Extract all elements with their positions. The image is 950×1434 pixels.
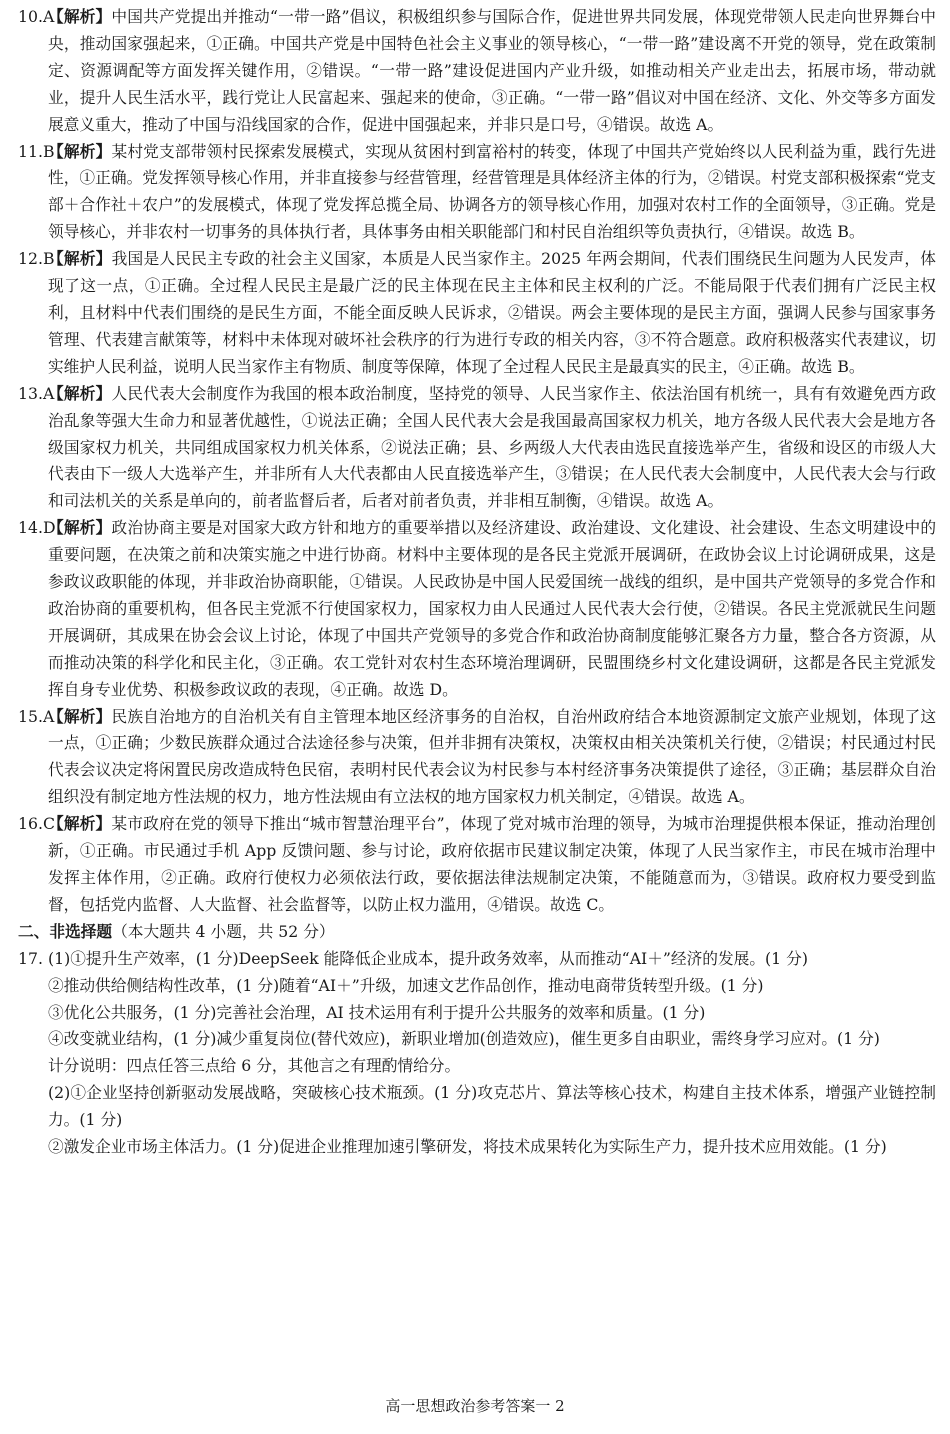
answer-line: (2)①企业坚持创新驱动发展战略，突破核心技术瓶颈。(1 分)攻克芯片、算法等核心技术，构建自主技术体系，增强产业链控制力。(1 分) xyxy=(48,1083,936,1130)
answer-item-10 xyxy=(18,4,936,139)
scoring-note: 计分说明：四点任答三点给 6 分，其他言之有理酌情给分。 xyxy=(48,1056,461,1076)
analysis-text: 某市政府在党的领导下推出“城市智慧治理平台”，体现了党对城市治理的领导，为城市治理提供根本保证，推动治理创新，①正确。市民通过手机 App 反馈问题、参与讨论，政府依据市民建议制定决策，体现了人民当家作主，市民在城市治理中发挥主体作用，②正确。政府行使权力必须依法行政，要依据法律法规制定决策，不能随意而为，③错误。政府权力要受到监督，包括党内监督、人大监督、社会监督等，以防止权力滥用，④错误。故选 C。 xyxy=(48,814,936,914)
question-number: 10.A xyxy=(18,7,55,26)
analysis-tag: 【解析】 xyxy=(48,518,112,538)
section-title: 二、非选择题 xyxy=(18,921,113,941)
page-footer: 高一思想政治参考答案一 2 xyxy=(385,1397,565,1415)
answer-item-13 xyxy=(18,381,936,516)
analysis-text: 政治协商主要是对国家大政方针和地方的重要举措以及经济建设、政治建设、文化建设、社会建设、生态文明建设中的重要问题，在决策之前和决策实施之中进行协商。材料中主要体现的是各民主党派开展调研，在政协会议上讨论调研成果，这是参政议政职能的体现，并非政治协商职能，①错误。人民政协是中国人民爱国统一战线的组织，是中国共产党领导的多党合作和政治协商的重要机构，但各民主党派不行使国家权力，国家权力由人民通过人民代表大会行使，②错误。各民主党派就民生问题开展调研，其成果在协会会议上讨论，体现了中国共产党领导的多党合作和政治协商制度能够汇聚各方力量，整合各方资源，从而推动决策的科学化和民主化，③正确。农工党针对农村生态环境治理调研，民盟围绕乡村文化建设调研，这都是各民主党派发挥自身专业优势、积极参政议政的表现，④正确。故选 D。 xyxy=(48,518,937,699)
analysis-tag: 【解析】 xyxy=(48,249,112,269)
analysis-tag: 【解析】 xyxy=(48,7,112,26)
analysis-tag: 【解析】 xyxy=(48,706,112,726)
answer-line: ②推动供给侧结构性改革，(1 分)随着“AI＋”升级，加速文艺作品创作，推动电商带货转型升级。(1 分) xyxy=(48,975,764,995)
analysis-text: 中国共产党提出并推动“一带一路”倡议，积极组织参与国际合作，促进世界共同发展，体现党带领人民走向世界舞台中央，推动国家强起来，①正确。中国共产党是中国特色社会主义事业的领导核心，“一带一路”建设离不开党的领导，党在政策制定、资源调配等方面发挥关键作用，②错误。“一带一路”建设促进国内产业升级，如推动相关产业走出去，拓展市场，带动就业，提升人民生活水平，践行党让人民富起来、强起来的使命，③正确。“一带一路”倡议对中国在经济、文化、外交等多方面发展意义重大，推动了中国与沿线国家的合作，促进中国强起来，并非只是口号，④错误。故选 A。 xyxy=(48,7,936,134)
analysis-text: 我国是人民民主专政的社会主义国家，本质是人民当家作主。2025 年两会期间，代表们围绕民生问题为人民发声，体现了这一点，①正确。全过程人民民主是最广泛的民主体现在民主主体和民主权利的广泛。不能局限于代表们拥有广泛民主权利，且材料中代表们围绕的是民生方面，不能全面反映人民诉求，②错误。两会主要体现的是民主方面，强调人民参与国家事务管理、代表建言献策等，材料中未体现对破坏社会秩序的行为进行专政的相关内容，③不符合题意。政府积极落实代表建议，切实维护人民利益，说明人民当家作主有物质、制度等保障，体现了全过程人民民主是最真实的民主，④正确。故选 B。 xyxy=(48,249,936,376)
question-number: 12.B xyxy=(18,249,55,269)
answer-line: ④改变就业结构，(1 分)减少重复岗位(替代效应)，新职业增加(创造效应)，催生更多自由职业，需终身学习应对。(1 分) xyxy=(48,1029,880,1049)
section-subtitle: （本大题共 4 小题，共 52 分） xyxy=(112,921,335,941)
answer-item-17 xyxy=(18,946,936,1161)
answer-item-11 xyxy=(18,139,936,247)
question-number: 14.D xyxy=(18,518,56,538)
answer-line: ②激发企业市场主体活力。(1 分)促进企业推理加速引擎研发，将技术成果转化为实际生产力，提升技术应用效能。(1 分) xyxy=(48,1137,887,1157)
answer-line: ③优化公共服务，(1 分)完善社会治理，AI 技术运用有利于提升公共服务的效率和质量。(1 分) xyxy=(48,1002,706,1022)
question-number: 13.A xyxy=(18,383,55,403)
analysis-text: 人民代表大会制度作为我国的根本政治制度，坚持党的领导、人民当家作主、依法治国有机统一，具有有效避免西方政治乱象等强大生命力和显著优越性，①说法正确；全国人民代表大会是我国最高国家权力机关，地方各级人民代表大会是地方各级国家权力机关，共同组成国家权力机关体系，②说法正确；县、乡两级人大代表由选民直接选举产生，省级和设区的市级人大代表由下一级人大选举产生，并非所有人大代表都由人民直接选举产生，③错误；在人民代表大会制度中，人民代表大会与行政和司法机关的关系是单向的，前者监督后者，后者对前者负责，并非相互制衡，④错误。故选 A。 xyxy=(48,383,937,511)
question-number: 11.B xyxy=(18,141,55,161)
analysis-tag: 【解析】 xyxy=(48,383,112,403)
section-heading xyxy=(18,919,936,946)
answer-item-16 xyxy=(18,811,936,919)
answer-item-14 xyxy=(18,515,936,703)
question-number: 15.A xyxy=(18,706,55,726)
answer-item-12 xyxy=(18,246,936,381)
answer-line: (1)①提升生产效率，(1 分)DeepSeek 能降低企业成本，提升政务效率，从而推动“AI＋”经济的发展。(1 分) xyxy=(48,948,808,968)
analysis-text: 某村党支部带领村民探索发展模式，实现从贫困村到富裕村的转变，体现了中国共产党始终以人民利益为重，践行先进性，①正确。党发挥领导核心作用，并非直接参与经营管理，经营管理是具体经济主体的行为，②错误。村党支部积极探索“党支部＋合作社＋农户”的发展模式，体现了党发挥总揽全局、协调各方的领导核心作用，加强对农村工作的全面领导，③正确。党是领导核心，并非农村一切事务的具体执行者，具体事务由相关职能部门和村民自治组织等负责执行，④错误。故选 B。 xyxy=(48,141,937,242)
analysis-text: 民族自治地方的自治机关有自主管理本地区经济事务的自治权，自治州政府结合本地资源制定文旅产业规划，体现了这一点，①正确；少数民族群众通过合法途径参与决策，但并非拥有决策权，决策权由相关决策机关行使，②错误；村民通过村民代表会议决定将闲置民房改造成特色民宿，表明村民代表会议为村民参与本村经济事务决策提供了途径，③正确；基层群众自治组织没有制定地方性法规的权力，地方性法规由有立法权的地方国家权力机关制定，④错误。故选 A。 xyxy=(48,706,937,807)
question-number: 16.C xyxy=(18,814,55,834)
analysis-tag: 【解析】 xyxy=(48,141,112,161)
question-number: 17. xyxy=(18,948,43,968)
analysis-tag: 【解析】 xyxy=(48,814,112,834)
answer-page xyxy=(18,4,936,1384)
answer-item-15 xyxy=(18,704,936,812)
